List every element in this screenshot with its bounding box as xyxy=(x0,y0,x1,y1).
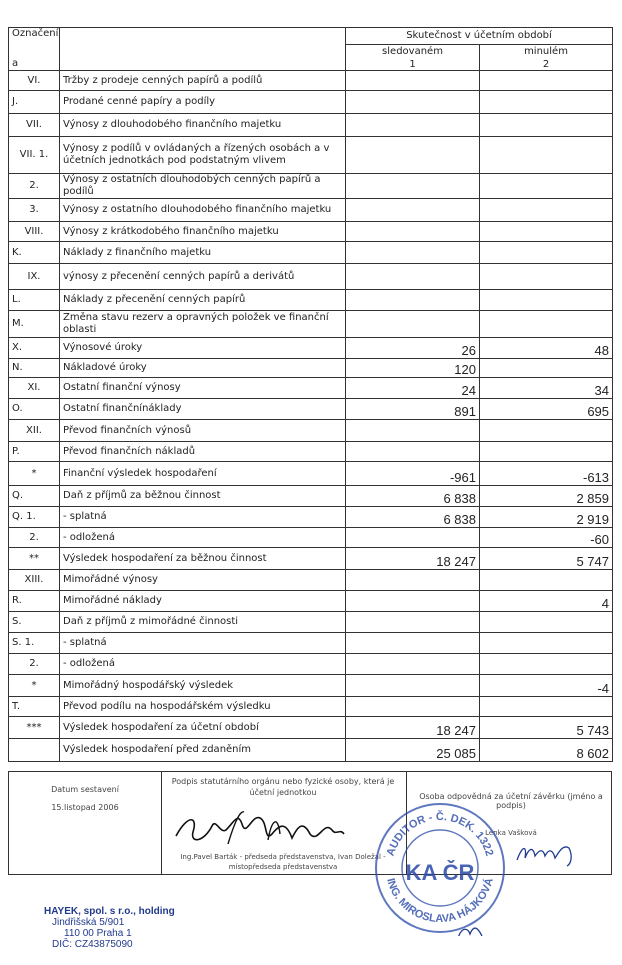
date-value: 15.listopad 2006 xyxy=(51,803,119,812)
table-row xyxy=(9,114,613,137)
row-current-period: 6 838 xyxy=(346,507,480,528)
row-code: X. xyxy=(9,338,60,359)
table-row xyxy=(9,71,613,91)
header-minulem: minulém xyxy=(480,45,613,59)
row-current-period: 25 085 xyxy=(346,739,480,762)
table-row xyxy=(9,486,613,507)
row-label: Výsledek hospodaření před zdaněním xyxy=(60,739,346,762)
row-code: M. xyxy=(9,311,60,338)
company-street: Jindřišská 5/901 xyxy=(52,917,125,928)
header-sledovanem: sledovaném xyxy=(346,45,480,59)
row-previous-period xyxy=(480,199,613,222)
row-current-period xyxy=(346,528,480,548)
row-code: L. xyxy=(9,290,60,311)
row-code: K. xyxy=(9,242,60,264)
row-code: VII. xyxy=(9,114,60,137)
row-previous-period xyxy=(480,137,613,174)
row-label: - odložená xyxy=(60,528,346,548)
table-row xyxy=(9,591,613,612)
row-code: VII. 1. xyxy=(9,137,60,174)
row-previous-period xyxy=(480,570,613,591)
row-previous-period: 48 xyxy=(480,338,613,359)
row-previous-period xyxy=(480,91,613,114)
row-label: Finanční výsledek hospodaření xyxy=(60,462,346,486)
table-row xyxy=(9,174,613,199)
row-label: Převod podílu na hospodářském výsledku xyxy=(60,697,346,717)
row-current-period xyxy=(346,91,480,114)
header-col-a: a xyxy=(12,58,19,69)
date-label: Datum sestavení xyxy=(51,785,119,794)
table-row xyxy=(9,442,613,462)
row-previous-period xyxy=(480,71,613,91)
row-label: Výnosy z dlouhodobého finančního majetku xyxy=(60,114,346,137)
table-row xyxy=(9,242,613,264)
row-current-period xyxy=(346,697,480,717)
row-previous-period xyxy=(480,654,613,675)
table-row xyxy=(9,633,613,654)
row-label: Ostatní finanční výnosy xyxy=(60,378,346,399)
row-previous-period: 8 602 xyxy=(480,739,613,762)
row-code: VI. xyxy=(9,71,60,91)
row-code: XIII. xyxy=(9,570,60,591)
table-row xyxy=(9,570,613,591)
table-row xyxy=(9,264,613,290)
table-body xyxy=(9,71,613,762)
row-previous-period: 4 xyxy=(480,591,613,612)
row-code xyxy=(9,739,60,762)
table-row xyxy=(9,420,613,442)
row-label: Změna stavu rezerv a opravných položek ve finanční oblasti xyxy=(60,311,346,338)
row-label: - odložená xyxy=(60,654,346,675)
auditor-stamp-icon xyxy=(372,800,508,936)
header-skutecnost: Skutečnost v účetním období xyxy=(346,28,613,45)
row-label: Výnosy z ostatních dlouhodobých cenných papírů a podílů xyxy=(60,174,346,199)
row-label: - splatná xyxy=(60,507,346,528)
row-label: Mimořádné výnosy xyxy=(60,570,346,591)
row-current-period xyxy=(346,612,480,633)
row-current-period: 26 xyxy=(346,338,480,359)
table-row xyxy=(9,548,613,570)
table-row xyxy=(9,717,613,739)
row-previous-period: 695 xyxy=(480,399,613,420)
row-code: VIII. xyxy=(9,222,60,242)
row-current-period xyxy=(346,633,480,654)
row-label: Daň z příjmů z mimořádné činnosti xyxy=(60,612,346,633)
table-row xyxy=(9,359,613,378)
stamp-center-text: KA ČR xyxy=(405,860,475,885)
company-stamp xyxy=(44,906,175,950)
row-current-period xyxy=(346,264,480,290)
row-previous-period: -4 xyxy=(480,675,613,697)
row-previous-period xyxy=(480,420,613,442)
row-previous-period xyxy=(480,311,613,338)
table-row xyxy=(9,311,613,338)
header-sledovanem-num: 1 xyxy=(346,59,480,71)
row-previous-period: 5 743 xyxy=(480,717,613,739)
table-row xyxy=(9,675,613,697)
table-row xyxy=(9,338,613,359)
table-row xyxy=(9,199,613,222)
row-previous-period xyxy=(480,174,613,199)
row-current-period xyxy=(346,71,480,91)
row-current-period: 120 xyxy=(346,359,480,378)
row-current-period xyxy=(346,222,480,242)
row-label: Náklady z finančního majetku xyxy=(60,242,346,264)
row-code: Q. 1. xyxy=(9,507,60,528)
row-label: Mimořádné náklady xyxy=(60,591,346,612)
row-current-period: -961 xyxy=(346,462,480,486)
row-current-period xyxy=(346,570,480,591)
row-label: Ostatní finančnínáklady xyxy=(60,399,346,420)
row-current-period: 18 247 xyxy=(346,717,480,739)
row-current-period xyxy=(346,442,480,462)
row-previous-period: 34 xyxy=(480,378,613,399)
header-blank xyxy=(60,28,346,71)
row-current-period xyxy=(346,654,480,675)
row-code: N. xyxy=(9,359,60,378)
handwritten-signature-icon xyxy=(168,804,398,850)
header-oznaceni: Označení a xyxy=(9,28,60,71)
handwritten-signature-icon xyxy=(513,834,583,868)
table-row xyxy=(9,399,613,420)
row-label: Mimořádný hospodářský výsledek xyxy=(60,675,346,697)
row-code: 2. xyxy=(9,174,60,199)
row-previous-period xyxy=(480,697,613,717)
row-label: Prodané cenné papíry a podíly xyxy=(60,91,346,114)
row-label: Výnosy z ostatního dlouhodobého finančního majetku xyxy=(60,199,346,222)
row-previous-period xyxy=(480,222,613,242)
table-row xyxy=(9,739,613,762)
company-dic: DIČ: CZ43875090 xyxy=(52,939,133,950)
row-previous-period: -60 xyxy=(480,528,613,548)
row-code: J. xyxy=(9,91,60,114)
row-label: Výnosy z podílů v ovládaných a řízených osobách a v účetních jednotkách pod podstatným vlivem xyxy=(60,137,346,174)
row-code: S. 1. xyxy=(9,633,60,654)
signature-label: Podpis statutárního orgánu nebo fyzické osoby, která je účetní jednotkou xyxy=(171,777,395,797)
row-current-period: 24 xyxy=(346,378,480,399)
income-statement-table xyxy=(8,27,613,762)
table-row xyxy=(9,507,613,528)
row-code: T. xyxy=(9,697,60,717)
stamp-text-bottom: ING. MIROSLAVA HÁJKOVÁ xyxy=(384,876,496,926)
row-previous-period xyxy=(480,114,613,137)
company-city: 110 00 Praha 1 xyxy=(64,928,132,939)
table-row xyxy=(9,528,613,548)
row-previous-period: 5 747 xyxy=(480,548,613,570)
row-previous-period xyxy=(480,442,613,462)
row-current-period: 891 xyxy=(346,399,480,420)
row-code: 2. xyxy=(9,528,60,548)
table-row xyxy=(9,290,613,311)
row-previous-period xyxy=(480,612,613,633)
divider xyxy=(161,772,162,874)
row-label: Výsledek hospodaření za běžnou činnost xyxy=(60,548,346,570)
row-current-period xyxy=(346,290,480,311)
signatory-names: Ing.Pavel Barták - předseda představenstva, Ivan Doležal - místopředseda představenstva xyxy=(180,853,386,871)
row-code: O. xyxy=(9,399,60,420)
row-label: Náklady z přecenění cenných papírů xyxy=(60,290,346,311)
row-code: IX. xyxy=(9,264,60,290)
row-current-period xyxy=(346,199,480,222)
row-code: Q. xyxy=(9,486,60,507)
row-previous-period: 2 859 xyxy=(480,486,613,507)
table-row xyxy=(9,137,613,174)
row-current-period: 18 247 xyxy=(346,548,480,570)
signature-footer xyxy=(8,771,612,875)
row-code: ** xyxy=(9,548,60,570)
stamp-text-top: AUDITOR - Č. DEK. 1322 xyxy=(384,810,496,858)
row-code: * xyxy=(9,462,60,486)
row-current-period xyxy=(346,420,480,442)
row-previous-period xyxy=(480,633,613,654)
table-row xyxy=(9,612,613,633)
row-code: *** xyxy=(9,717,60,739)
row-previous-period xyxy=(480,264,613,290)
table-row xyxy=(9,91,613,114)
row-previous-period: 2 919 xyxy=(480,507,613,528)
row-current-period xyxy=(346,174,480,199)
row-current-period xyxy=(346,242,480,264)
row-code: 3. xyxy=(9,199,60,222)
statutory-signature-section xyxy=(165,772,401,874)
row-label: Převod finančních nákladů xyxy=(60,442,346,462)
row-previous-period xyxy=(480,290,613,311)
row-code: 2. xyxy=(9,654,60,675)
row-label: výnosy z přecenění cenných papírů a derivátů xyxy=(60,264,346,290)
row-code: XI. xyxy=(9,378,60,399)
row-label: Nákladové úroky xyxy=(60,359,346,378)
row-current-period xyxy=(346,114,480,137)
row-code: * xyxy=(9,675,60,697)
row-code: XII. xyxy=(9,420,60,442)
table-row xyxy=(9,462,613,486)
row-code: S. xyxy=(9,612,60,633)
row-code: R. xyxy=(9,591,60,612)
row-previous-period xyxy=(480,359,613,378)
row-label: Daň z příjmů za běžnou činnost xyxy=(60,486,346,507)
company-name: HAYEK, spol. s r.o., holding xyxy=(44,906,175,917)
table-row xyxy=(9,222,613,242)
responsible-label: Osoba odpovědná za účetní závěrku (jméno a podpis) xyxy=(419,792,603,810)
row-current-period xyxy=(346,137,480,174)
row-label: - splatná xyxy=(60,633,346,654)
row-current-period xyxy=(346,311,480,338)
row-code: P. xyxy=(9,442,60,462)
row-current-period xyxy=(346,675,480,697)
row-current-period xyxy=(346,591,480,612)
responsible-name: Lenka Vašková xyxy=(485,829,537,837)
row-label: Převod finančních výnosů xyxy=(60,420,346,442)
row-label: Výsledek hospodaření za účetní období xyxy=(60,717,346,739)
table-row xyxy=(9,378,613,399)
table-row xyxy=(9,654,613,675)
table-row xyxy=(9,697,613,717)
row-label: Tržby z prodeje cenných papírů a podílů xyxy=(60,71,346,91)
row-label: Výnosy z krátkodobého finančního majetku xyxy=(60,222,346,242)
row-previous-period: -613 xyxy=(480,462,613,486)
row-previous-period xyxy=(480,242,613,264)
header-minulem-num: 2 xyxy=(480,59,613,71)
row-current-period: 6 838 xyxy=(346,486,480,507)
row-label: Výnosové úroky xyxy=(60,338,346,359)
date-section xyxy=(9,772,161,874)
